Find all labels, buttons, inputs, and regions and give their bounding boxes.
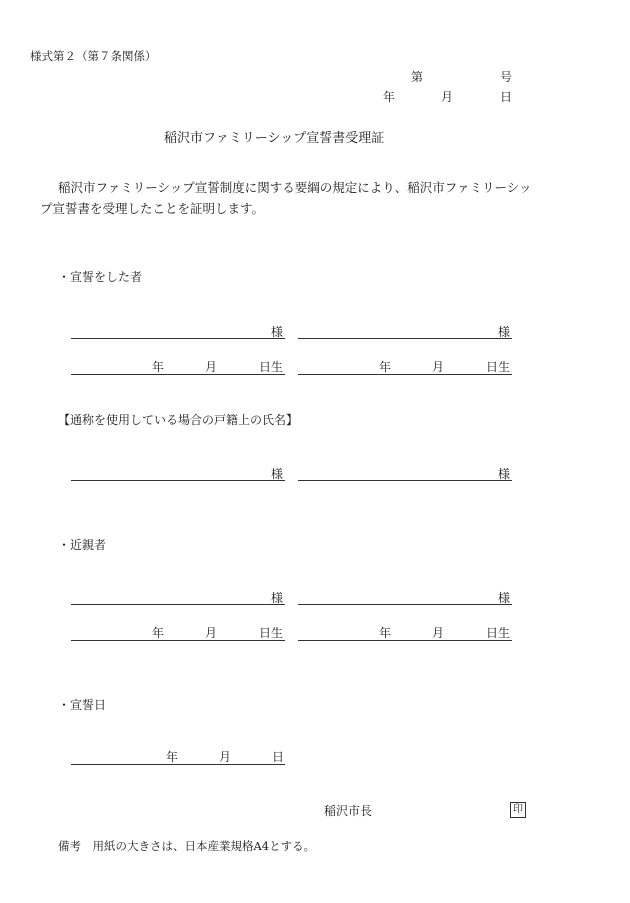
relative-birth-day-1: 日生 <box>259 626 284 640</box>
oath-birth-month-1: 月 <box>205 360 218 374</box>
relative-sama-1: 様 <box>271 591 284 605</box>
relative-name-line-1 <box>71 604 285 605</box>
number-suffix: 号 <box>500 70 513 84</box>
oath-birth-year-1: 年 <box>152 360 165 374</box>
header-year: 年 <box>383 90 396 104</box>
header-month: 月 <box>441 90 454 104</box>
form-id: 様式第２（第７条関係） <box>30 49 157 63</box>
note: 備考 用紙の大きさは、日本産業規格A4とする。 <box>58 839 316 853</box>
relative-sama-2: 様 <box>498 591 511 605</box>
oath-birth-day-1: 日生 <box>259 360 284 374</box>
oath-sama-1: 様 <box>271 325 284 339</box>
relative-birth-line-1 <box>71 640 285 641</box>
section-oath: ・宣誓をした者 <box>58 270 143 284</box>
oath-date-day: 日 <box>272 750 285 764</box>
relative-birth-line-2 <box>298 640 512 641</box>
relative-birth-day-2: 日生 <box>486 626 511 640</box>
oath-name-line-2 <box>298 338 512 339</box>
relative-birth-month-1: 月 <box>205 626 218 640</box>
relative-birth-year-1: 年 <box>152 626 165 640</box>
oath-date-year: 年 <box>166 750 179 764</box>
registry-name-line-1 <box>71 480 285 481</box>
relative-birth-month-2: 月 <box>432 626 445 640</box>
oath-sama-2: 様 <box>498 325 511 339</box>
page-title: 稲沢市ファミリーシップ宣誓書受理証 <box>164 131 385 146</box>
number-prefix: 第 <box>411 70 424 84</box>
relative-birth-year-2: 年 <box>379 626 392 640</box>
registry-name-line-2 <box>298 480 512 481</box>
header-day: 日 <box>500 90 513 104</box>
registry-sama-1: 様 <box>271 467 284 481</box>
section-relatives: ・近親者 <box>58 538 107 552</box>
oath-birth-day-2: 日生 <box>486 360 511 374</box>
section-registry: 【通称を使用している場合の戸籍上の氏名】 <box>58 413 299 427</box>
oath-date-month: 月 <box>219 750 232 764</box>
section-date: ・宣誓日 <box>58 698 107 712</box>
registry-sama-2: 様 <box>498 467 511 481</box>
oath-birth-line-1 <box>71 374 285 375</box>
oath-birth-year-2: 年 <box>379 360 392 374</box>
oath-birth-line-2 <box>298 374 512 375</box>
seal-stamp: 印 <box>510 802 526 818</box>
oath-name-line-1 <box>71 338 285 339</box>
oath-birth-month-2: 月 <box>432 360 445 374</box>
relative-name-line-2 <box>298 604 512 605</box>
mayor-label: 稲沢市長 <box>324 804 373 818</box>
body-text-content: 稲沢市ファミリーシップ宣誓制度に関する要綱の規定により、稲沢市ファミリーシップ宣誓書を受理したことを証明します。 <box>40 180 532 216</box>
body-text <box>40 177 540 219</box>
